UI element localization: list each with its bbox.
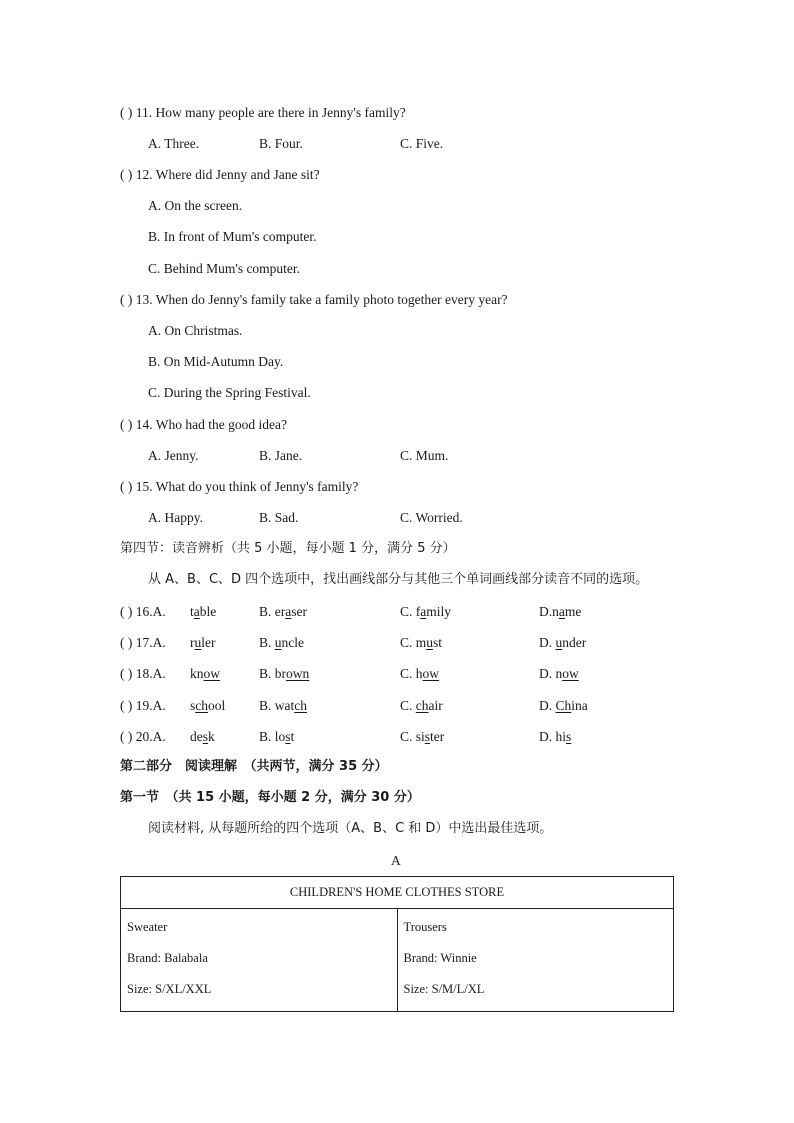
underlined-letters: ow <box>422 666 440 681</box>
phonics-option-b <box>259 728 294 746</box>
phonics-option-d <box>539 728 571 746</box>
question-11-stem: ( ) 11. How many people are there in Jenny's family? <box>120 105 406 120</box>
phonics-option-a <box>190 697 225 715</box>
underlined-letters: ch <box>415 698 429 713</box>
phonics-option-c <box>400 665 439 683</box>
word-part: ool <box>208 698 226 713</box>
phonics-option-c <box>400 728 444 746</box>
word-part: B. br <box>259 666 286 681</box>
q12-option-a: A. On the screen. <box>148 198 243 213</box>
q15-option-b: B. Sad. <box>259 510 299 525</box>
q12-option-b: B. In front of Mum's computer. <box>148 229 317 244</box>
q15-option-a: A. Happy. <box>148 510 203 525</box>
phonics-option-c <box>400 603 451 621</box>
word-part: r <box>190 635 195 650</box>
part-2-section-1-title: 第一节 （共 15 小题，每小题 2 分，满分 30 分） <box>120 790 420 805</box>
sweater-brand: Brand: Balabala <box>127 951 208 965</box>
underlined-letters: ow <box>562 666 579 681</box>
q11-option-b: B. Four. <box>259 136 303 151</box>
q13-option-a: A. On Christmas. <box>148 323 243 338</box>
phonics-option-c <box>400 697 443 715</box>
underlined-letters: own <box>286 666 310 681</box>
word-part: kn <box>190 666 204 681</box>
word-part: D. hi <box>539 729 566 744</box>
word-part: D. <box>539 698 556 713</box>
underlined-letters: u <box>194 635 202 650</box>
word-part: ler <box>201 635 216 650</box>
word-part: B. <box>259 635 275 650</box>
underlined-letters: a <box>420 604 427 619</box>
q12-option-c: C. Behind Mum's computer. <box>148 261 301 276</box>
underlined-letters: s <box>285 729 291 744</box>
trousers-size: Size: S/M/L/XL <box>403 982 485 996</box>
word-part: ble <box>199 604 217 619</box>
underlined-letters: Ch <box>555 698 572 713</box>
phonics-option-c <box>400 634 442 652</box>
phonics-option-b <box>259 665 309 683</box>
word-part: D. <box>539 635 556 650</box>
underlined-letters: s <box>424 729 431 744</box>
store-header: CHILDREN'S HOME CLOTHES STORE <box>121 877 674 909</box>
word-part: C. m <box>400 635 427 650</box>
phonics-question-number: ( ) 19.A. <box>120 698 166 713</box>
sweater-cell <box>121 909 398 1012</box>
q15-option-c: C. Worried. <box>400 510 463 525</box>
word-part: me <box>564 604 582 619</box>
underlined-letters: s <box>566 729 572 744</box>
trousers-item: Trousers <box>403 920 447 934</box>
word-part: ncle <box>281 635 305 650</box>
sweater-size: Size: S/XL/XXL <box>127 982 212 996</box>
question-14-stem: ( ) 14. Who had the good idea? <box>120 417 287 432</box>
phonics-question-number: ( ) 18.A. <box>120 666 166 681</box>
phonics-option-b <box>259 697 307 715</box>
word-part: C. si <box>400 729 425 744</box>
underlined-letters: ch <box>195 698 209 713</box>
word-part: ser <box>291 604 307 619</box>
section-4-title: 第四节：读音辨析（共 5 小题，每小题 1 分，满分 5 分） <box>120 541 456 556</box>
word-part: B. wat <box>259 698 295 713</box>
underlined-letters: u <box>426 635 434 650</box>
underlined-letters: a <box>193 604 200 619</box>
word-part: C. f <box>400 604 421 619</box>
sweater-item: Sweater <box>127 920 168 934</box>
word-part: k <box>208 729 215 744</box>
phonics-option-b <box>259 603 307 621</box>
phonics-question-number: ( ) 16.A. <box>120 604 166 619</box>
section-4-instruction: 从 A、B、C、D 四个选项中，找出画线部分与其他三个单词画线部分读音不同的选项。 <box>148 572 649 587</box>
word-part: ina <box>571 698 588 713</box>
phonics-option-a <box>190 728 215 746</box>
word-part: B. er <box>259 604 286 619</box>
q13-option-b: B. On Mid-Autumn Day. <box>148 354 284 369</box>
underlined-letters: a <box>285 604 292 619</box>
question-12-stem: ( ) 12. Where did Jenny and Jane sit? <box>120 167 320 182</box>
part-2-instruction: 阅读材料, 从每题所给的四个选项（A、B、C 和 D）中选出最佳选项。 <box>148 821 553 836</box>
word-part: de <box>190 729 203 744</box>
word-part: D. n <box>539 666 563 681</box>
word-part: t <box>290 729 295 744</box>
phonics-option-d <box>539 665 579 683</box>
q11-option-c: C. Five. <box>400 136 444 151</box>
word-part: st <box>433 635 443 650</box>
q14-option-c: C. Mum. <box>400 448 449 463</box>
trousers-cell <box>397 909 674 1012</box>
word-part: C. h <box>400 666 423 681</box>
word-part: nder <box>562 635 587 650</box>
passage-label: A <box>391 853 401 868</box>
clothes-store-table <box>120 876 674 1012</box>
word-part: D.n <box>539 604 559 619</box>
phonics-option-a <box>190 603 216 621</box>
underlined-letters: s <box>202 729 209 744</box>
phonics-option-b <box>259 634 304 652</box>
phonics-option-d <box>539 603 581 621</box>
q13-option-c: C. During the Spring Festival. <box>148 385 311 400</box>
underlined-letters: ch <box>294 698 307 713</box>
phonics-option-a <box>190 665 220 683</box>
phonics-question-number: ( ) 20.A. <box>120 729 166 744</box>
phonics-option-d <box>539 697 588 715</box>
question-15-stem: ( ) 15. What do you think of Jenny's family? <box>120 479 359 494</box>
word-part: ter <box>430 729 445 744</box>
underlined-letters: ow <box>203 666 220 681</box>
word-part: t <box>190 604 194 619</box>
q14-option-a: A. Jenny. <box>148 448 199 463</box>
word-part: B. lo <box>259 729 286 744</box>
underlined-letters: u <box>274 635 282 650</box>
word-part: air <box>428 698 443 713</box>
q11-option-a: A. Three. <box>148 136 200 151</box>
question-13-stem: ( ) 13. When do Jenny's family take a family photo together every year? <box>120 292 508 307</box>
word-part: s <box>190 698 196 713</box>
part-2-title: 第二部分 阅读理解 （共两节，满分 35 分） <box>120 759 388 774</box>
underlined-letters: u <box>555 635 563 650</box>
phonics-question-number: ( ) 17.A. <box>120 635 166 650</box>
phonics-option-a <box>190 634 216 652</box>
word-part: C. <box>400 698 416 713</box>
word-part: mily <box>426 604 452 619</box>
phonics-option-d <box>539 634 586 652</box>
underlined-letters: a <box>558 604 565 619</box>
q14-option-b: B. Jane. <box>259 448 303 463</box>
trousers-brand: Brand: Winnie <box>403 951 477 965</box>
